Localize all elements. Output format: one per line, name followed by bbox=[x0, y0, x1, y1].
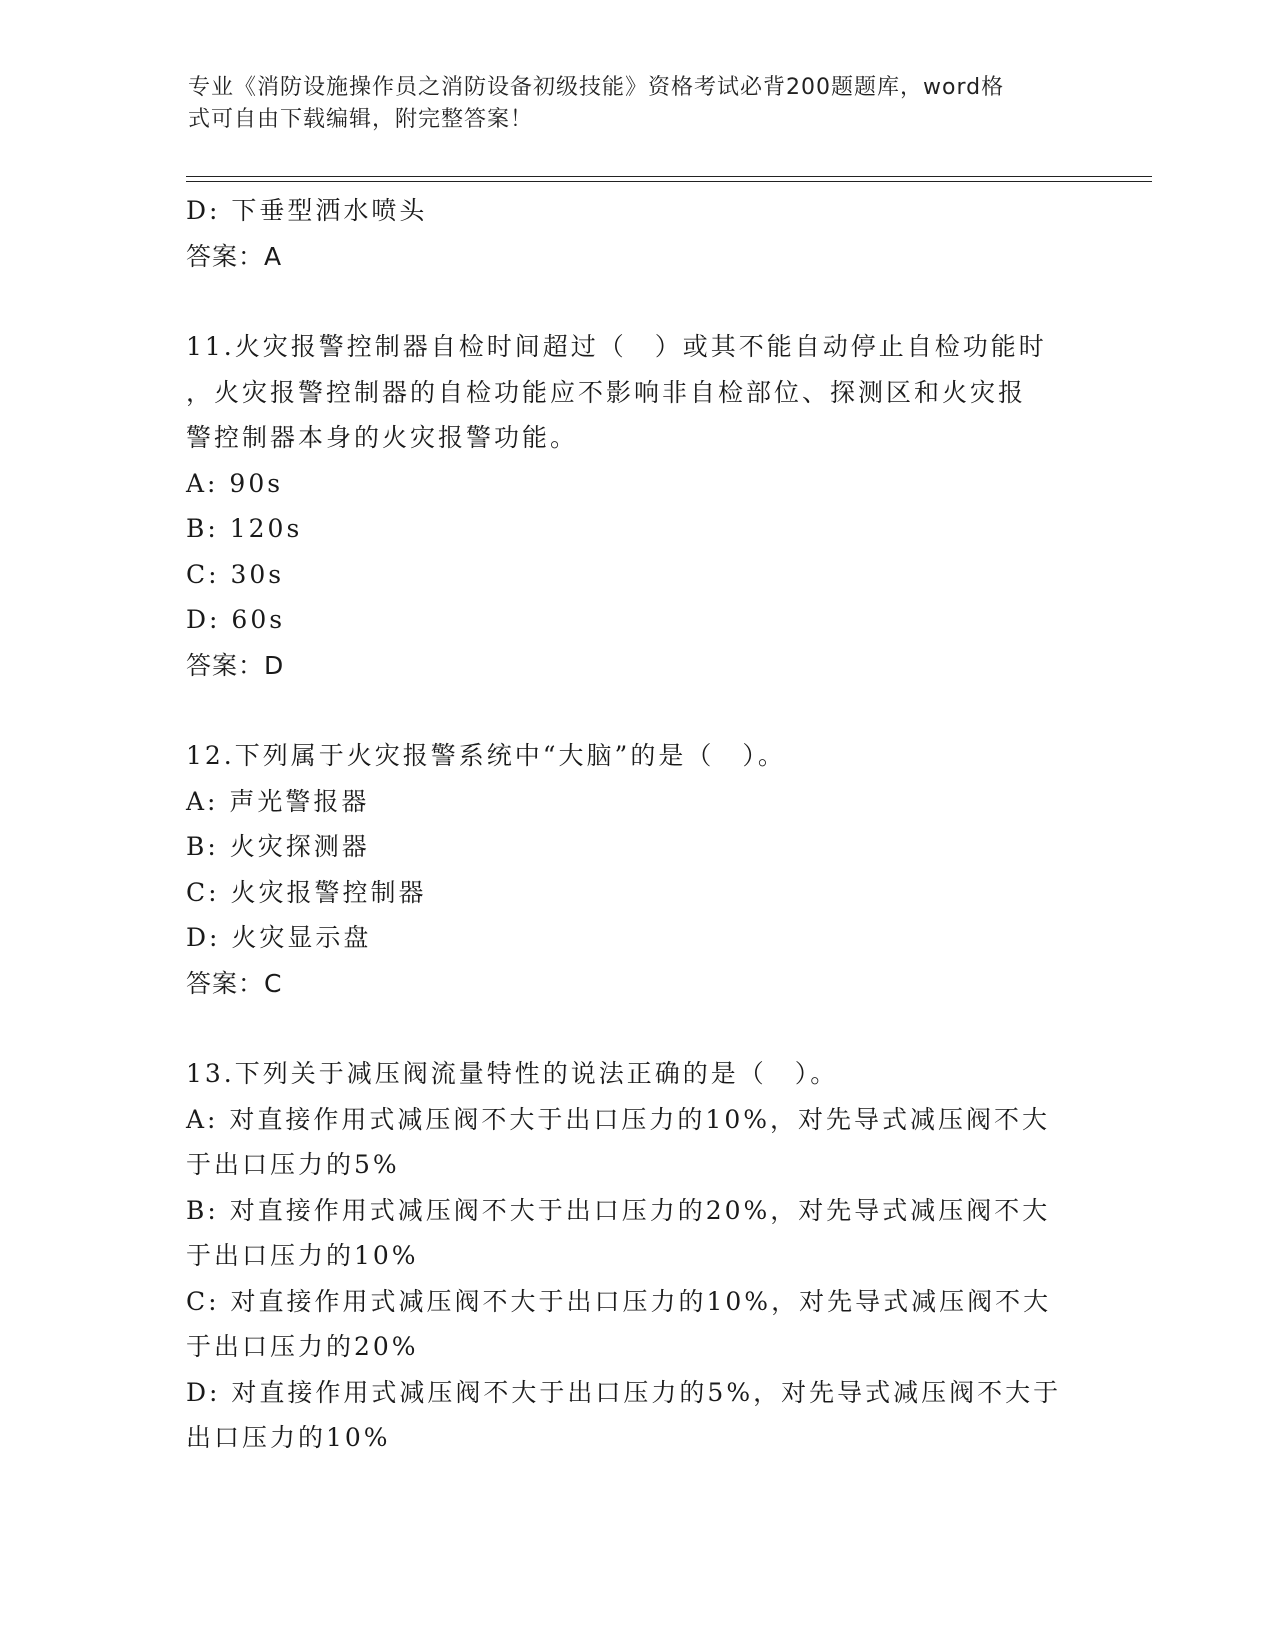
spacer bbox=[186, 279, 1086, 324]
q11-stem-line-2: ，火灾报警控制器的自检功能应不影响非自检部位、探测区和火灾报 bbox=[186, 377, 1027, 407]
q11-option-b: B: 120s bbox=[186, 514, 303, 543]
q13-option-d-line-1: D: 对直接作用式减压阀不大于出口压力的5%，对先导式减压阀不大于 bbox=[186, 1377, 1062, 1407]
q13-option-c-line-2: 于出口压力的20% bbox=[186, 1332, 419, 1361]
question-10 bbox=[186, 188, 1086, 279]
q12-option-b: B: 火灾探测器 bbox=[186, 832, 370, 861]
spacer bbox=[186, 1006, 1086, 1051]
page-header bbox=[188, 72, 1068, 136]
q11-option-c: C: 30s bbox=[186, 559, 285, 589]
q11-answer: 答案：D bbox=[186, 650, 285, 680]
document-body bbox=[186, 188, 1086, 1461]
q12-stem: 12.下列属于火灾报警系统中“大脑”的是（ ）。 bbox=[186, 741, 786, 770]
q10-option-d: D: 下垂型洒水喷头 bbox=[186, 196, 428, 225]
q13-option-d-line-2: 出口压力的10% bbox=[186, 1423, 391, 1452]
q13-option-b-line-1: B: 对直接作用式减压阀不大于出口压力的20%，对先导式减压阀不大 bbox=[186, 1195, 1051, 1225]
q11-option-d: D: 60s bbox=[186, 605, 286, 634]
spacer bbox=[186, 688, 1086, 733]
q13-option-b-line-2: 于出口压力的10% bbox=[186, 1241, 419, 1270]
q13-option-a-line-1: A: 对直接作用式减压阀不大于出口压力的10%，对先导式减压阀不大 bbox=[186, 1104, 1050, 1134]
header-line-2: 式可自由下载编辑，附完整答案！ bbox=[188, 107, 534, 132]
q13-option-c-line-1: C: 对直接作用式减压阀不大于出口压力的10%，对先导式减压阀不大 bbox=[186, 1286, 1052, 1316]
q12-answer: 答案：C bbox=[186, 968, 283, 998]
q11-stem-line-3: 警控制器本身的火灾报警功能。 bbox=[186, 423, 579, 452]
q12-option-a: A: 声光警报器 bbox=[186, 786, 370, 816]
question-13 bbox=[186, 1051, 1086, 1461]
header-divider-bottom bbox=[186, 181, 1152, 182]
q13-option-a-line-2: 于出口压力的5% bbox=[186, 1150, 400, 1179]
q12-option-d: D: 火灾显示盘 bbox=[186, 923, 372, 952]
header-divider-top bbox=[186, 176, 1152, 177]
question-12 bbox=[186, 733, 1086, 1006]
question-11 bbox=[186, 324, 1086, 688]
header-line-1: 专业《消防设施操作员之消防设备初级技能》资格考试必背200题题库，word格 bbox=[188, 75, 1005, 100]
q10-answer: 答案：A bbox=[186, 241, 283, 271]
q11-option-a: A: 90s bbox=[186, 468, 284, 498]
q13-stem: 13.下列关于减压阀流量特性的说法正确的是（ ）。 bbox=[186, 1059, 839, 1088]
q12-option-c: C: 火灾报警控制器 bbox=[186, 877, 427, 907]
q11-stem-line-1: 11.火灾报警控制器自检时间超过（ ）或其不能自动停止自检功能时 bbox=[186, 332, 1047, 361]
